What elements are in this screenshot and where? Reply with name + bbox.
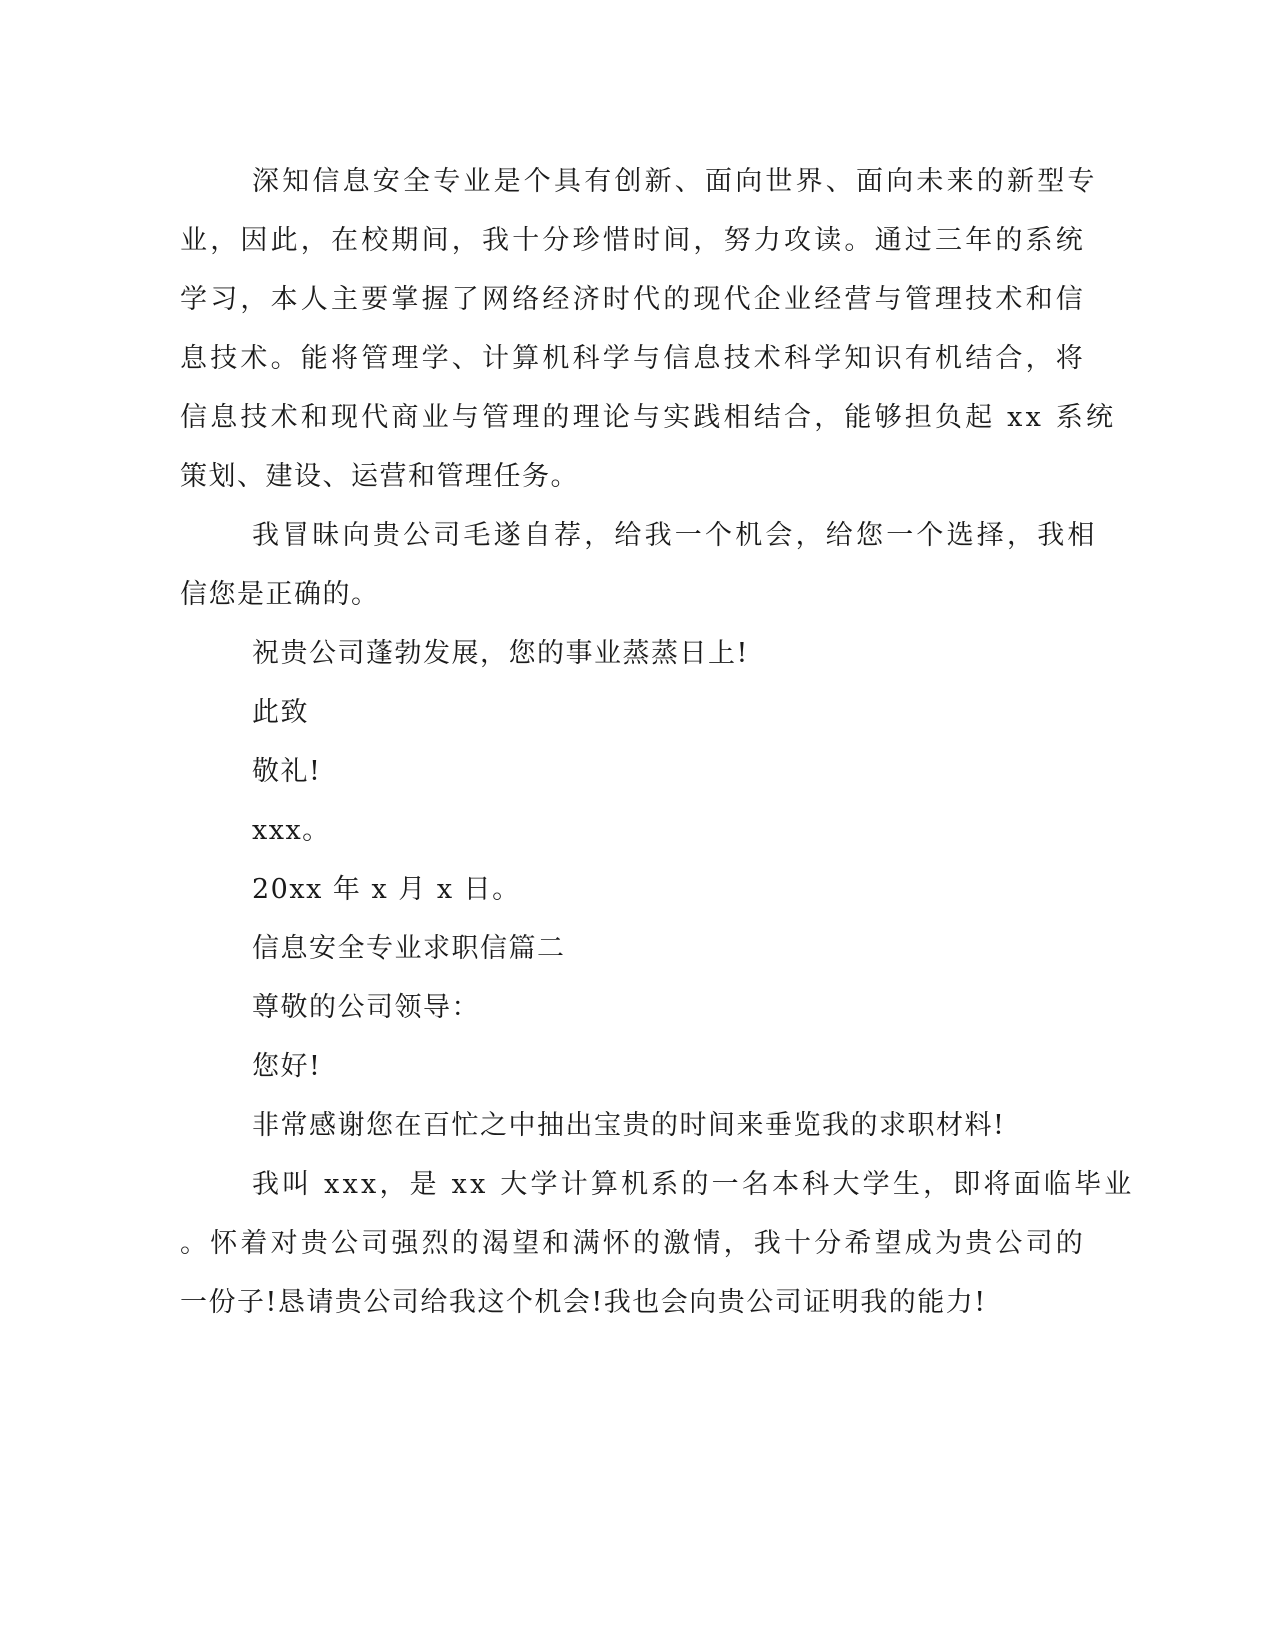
paragraph-3-line-1: 我叫 xxx，是 xx 大学计算机系的一名本科大学生，即将面临毕业	[252, 1169, 1135, 1200]
closing-line-2: 敬礼!	[252, 756, 322, 787]
greeting: 您好!	[252, 1051, 322, 1082]
section-title: 信息安全专业求职信篇二	[252, 933, 566, 964]
wish-text: 祝贵公司蓬勃发展，您的事业蒸蒸日上!	[252, 638, 749, 669]
paragraph-1-line-2: 业，因此，在校期间，我十分珍惜时间，努力攻读。通过三年的系统	[180, 225, 1086, 256]
paragraph-1-line-1: 深知信息安全专业是个具有创新、面向世界、面向未来的新型专	[252, 166, 1098, 197]
paragraph-1-line-5: 信息技术和现代商业与管理的理论与实践相结合，能够担负起 xx 系统	[180, 402, 1117, 433]
date: 20xx 年 x 月 x 日。	[252, 874, 521, 905]
paragraph-3-line-2: 。怀着对贵公司强烈的渴望和满怀的激情，我十分希望成为贵公司的	[180, 1228, 1086, 1259]
paragraph-2-line-1: 我冒昧向贵公司毛遂自荐，给我一个机会，给您一个选择，我相	[252, 520, 1098, 551]
paragraph-1-line-3: 学习，本人主要掌握了网络经济时代的现代企业经营与管理技术和信	[180, 284, 1086, 315]
paragraph-1-line-4: 息技术。能将管理学、计算机科学与信息技术科学知识有机结合，将	[180, 343, 1086, 374]
paragraph-3-line-3: 一份子!恳请贵公司给我这个机会!我也会向贵公司证明我的能力!	[180, 1287, 987, 1318]
closing-line-1: 此致	[252, 697, 309, 728]
paragraph-1-line-6: 策划、建设、运营和管理任务。	[180, 461, 579, 492]
paragraph-2-line-2: 信您是正确的。	[180, 579, 380, 610]
salutation: 尊敬的公司领导：	[252, 992, 480, 1023]
thanks-text: 非常感谢您在百忙之中抽出宝贵的时间来垂览我的求职材料!	[252, 1110, 1006, 1141]
signature: xxx。	[252, 815, 331, 846]
